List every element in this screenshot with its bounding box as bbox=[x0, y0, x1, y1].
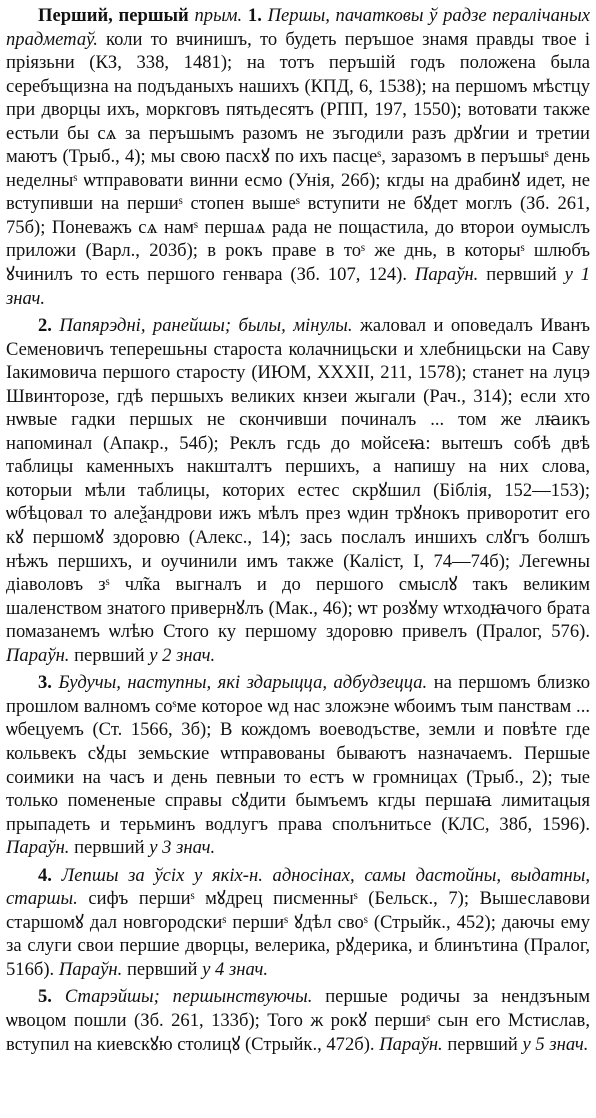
sense-definition: Папярэдні, ранейшы; былы, мінулы. bbox=[59, 315, 353, 337]
sense-4 bbox=[6, 864, 590, 982]
sense-definition: Лепшы за ўсіх у якіх-н. адносінах, самы дастойны, выдатны, старшы. bbox=[6, 864, 590, 910]
compare-reference: у 1 знач. bbox=[6, 264, 591, 309]
sense-3 bbox=[6, 671, 590, 859]
compare-word: первший bbox=[126, 958, 198, 980]
sense-citations: на першомъ близко прошлом валномъ соˢме которое ѡд нас зложэне ѡбоимъ тым панствам ... ѡбецуемъ (Ст. 1566, 3б); В кождомъ воеводъстве, земли и повѣте где кольвекъ сꙋды земьские ѡтправованы бываютъ назначаемъ. Першые соимики на часъ и день певныи то естъ ѡ громницах (Трыб., 2); тые только помененые справы сꙋдити бымъемъ кгды першаꙗ лимитацыя прыпадеть и терьминъ водлугъ права сполънитьсе (КЛС, 38б, 1596). bbox=[6, 672, 590, 835]
compare-reference: у 4 знач. bbox=[202, 958, 269, 980]
sense-number: 3. bbox=[38, 672, 52, 694]
sense-5 bbox=[6, 985, 590, 1056]
sense-2 bbox=[6, 314, 590, 667]
compare-label: Параўн. bbox=[6, 837, 70, 859]
sense-1 bbox=[6, 4, 590, 310]
sense-citations: сифъ першиˢ мꙋдрец писменныˢ (Бельск., 7); Вышеславови старшомꙋ дал новгородскиˢ першиˢ ꙋдѣл своˢ (Стрыйк., 452); даючы ему за слуги свои першие дворцы, велерика, рꙋдерика, и блинътина (Пралог, 516б). bbox=[6, 888, 590, 980]
sense-definition: Першы, пачатковы ў радзе пералічаных прадметаў. bbox=[6, 5, 590, 50]
compare-word: первший bbox=[74, 837, 145, 859]
part-of-speech: прым. bbox=[194, 5, 243, 26]
sense-number: 4. bbox=[38, 864, 52, 886]
sense-number: 5. bbox=[38, 986, 52, 1008]
sense-definition: Старэйшы; першынствуючы. bbox=[64, 986, 313, 1008]
compare-word: первший bbox=[447, 1033, 518, 1055]
compare-label: Параўн. bbox=[379, 1033, 443, 1055]
sense-number: 2. bbox=[38, 315, 52, 337]
compare-label: Параўн. bbox=[414, 264, 479, 286]
compare-reference: у 3 знач. bbox=[149, 837, 216, 859]
dictionary-entry bbox=[6, 4, 590, 1056]
sense-definition: Будучы, наступны, які здарыцца, адбудзецца. bbox=[58, 672, 428, 694]
compare-label: Параўн. bbox=[6, 644, 70, 666]
sense-citations: першые родичы за нендзъным ѡвоцом пошли (Зб. 261, 133б); Того ж рокꙋ першиˢ сын его Мстислав, вступил на киевскꙋю столицꙋ (Стрыйк., 472б). bbox=[6, 986, 590, 1055]
sense-citations: жаловал и оповедалъ Иванъ Семеновичъ теперешьны староста колачницьски и хлебницьски на Саву Іакимовича першого старосту (ИЮМ, XXXII, 211, 1578); станет на луцэ Швинторозе, гдѣ першыхъ великих кнзеи жыгали (Рач., 314); если хто нѡвые гадки першых не скончивши починалъ ... том же лꙗикъ напоминал (Апакр., 54б); Реклъ гсдь до мойсеꙗ: вытешъ собѣ двѣ таблицы каменныхъ накшталтъ першихъ, а напишу на них слова, которыи мѣли таблицы, которих естес скрꙋшил (Біблія, 152—153); ѡбѣцовал то алеѯандрови ижъ мѣлъ през ѡдин трꙋнокъ приворотит его кꙋ першомꙋ здоровю (Алекс., 14); зась послалъ иншихъ слꙋгъ болшъ нѣжъ першихъ, и оучинили имъ также (Каліст, I, 74—74б); Легеѡны діаволовъ зˢ чл̃ка выгналъ и до першого смыслꙋ такъ великим шаленством знатого привернꙋлъ (Мак., 46); ѡт розꙋму ѡтходꙗчого брата помазанемъ ѡлѣю Стого ку першому здоровю привелъ (Пралог, 576). bbox=[6, 315, 590, 643]
sense-citations: коли то вчинишъ, то будеть перъшое знамя правды твое і пріязьни (КЗ, 338, 1481); на тотъ перъшій годъ положена была серебъщизна на подъданыхъ нашихъ (КПД, 6, 1538); на першомъ мѣстцу при дворцы ихъ, моркговъ пятьдесятъ (РПП, 197, 1550); вотовати также естьли бы сѧ за перъшымъ разомъ не зъгодили разъ дрꙋгии и третии маютъ (Трыб., 4); мы свою пасхꙋ по ихъ пасцеˢ, заразомъ в перъшыˢ день неделныˢ ѡтправовати винни есмо (Унія, 26б); кгды на драбинꙋ идет, не вступивши на першиˢ стопен вышеˢ вступити не бꙋдет моглъ (Зб. 261, 75б); Поневажъ сѧ намˢ першаѧ рада не пощастила, до второи оумыслъ приложи (Варл., 203б); в рокъ праве в тоˢ же днь, в которыˢ шлюбъ ꙋчинилъ то есть першого генвара (Зб. 107, 124). bbox=[6, 28, 590, 286]
compare-word: первший bbox=[486, 264, 557, 286]
compare-reference: у 2 знач. bbox=[149, 644, 216, 666]
compare-label: Параўн. bbox=[58, 958, 123, 980]
compare-word: первший bbox=[74, 644, 145, 666]
compare-reference: у 5 знач. bbox=[522, 1033, 589, 1055]
sense-number: 1. bbox=[247, 5, 262, 26]
headword: Перший, першый bbox=[38, 5, 189, 26]
